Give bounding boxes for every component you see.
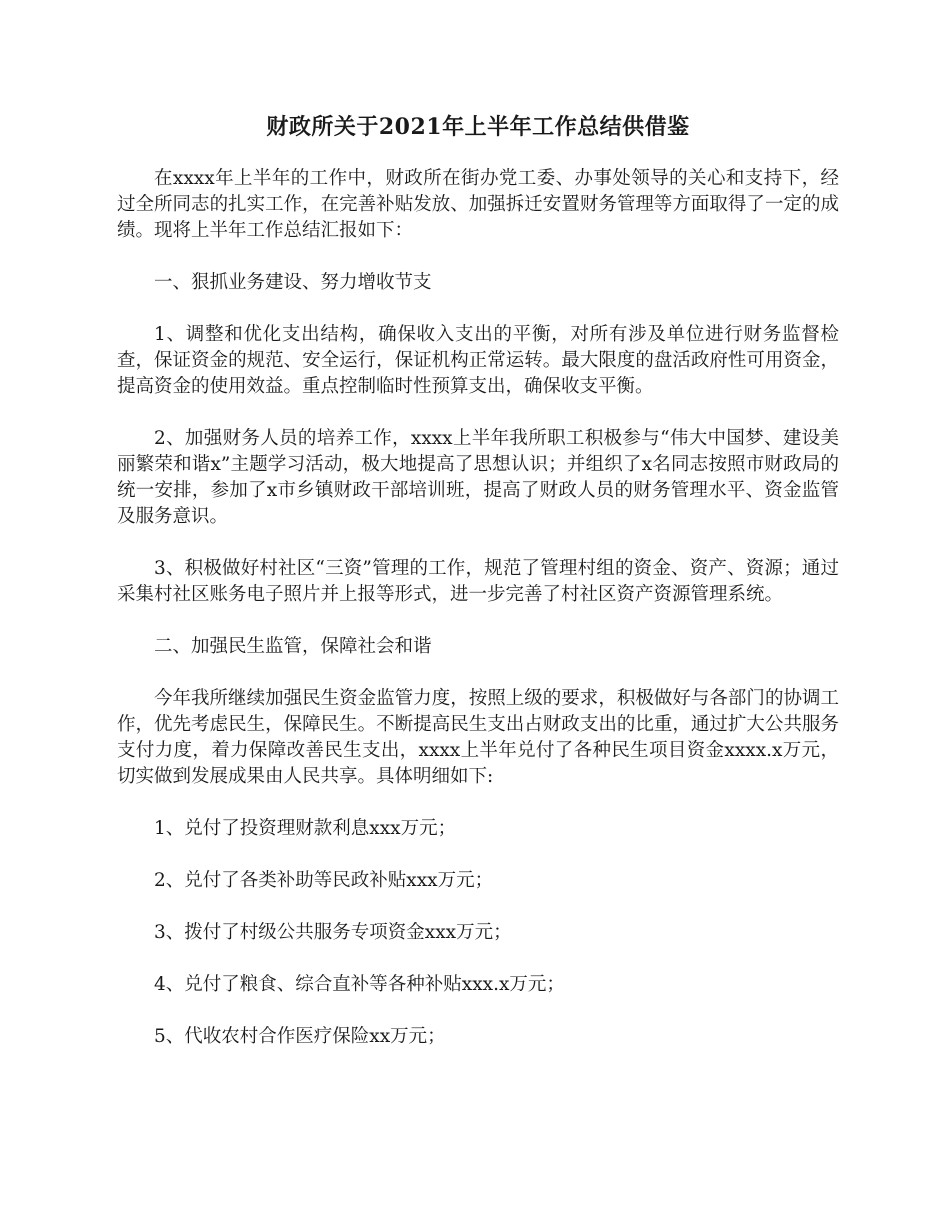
document-page <box>117 112 839 1076</box>
list-item: 3、拨付了村级公共服务专项资金xxx万元； <box>154 922 512 943</box>
list-item: 1、兑付了投资理财款利息xxx万元； <box>154 818 457 839</box>
section-2-heading: 二、加强民生监管，保障社会和谐 <box>154 636 432 657</box>
section-1-paragraph-2: 2、加强财务人员的培养工作，xxxx上半年我所职工积极参与“伟大中国梦、建设美丽繁荣和谐x”主题学习活动，极大地提高了思想认识；并组织了x名同志按照市财政局的统一安排，参加了x市乡镇财政干部培训班，提高了财政人员的财务管理水平、资金监管及服务意识。 <box>117 428 839 527</box>
list-item: 4、兑付了粮食、综合直补等各种补贴xxx.x万元； <box>154 974 565 995</box>
expense-item-list <box>117 816 839 1050</box>
intro-paragraph: 在xxxx年上半年的工作中，财政所在街办党工委、办事处领导的关心和支持下，经过全所同志的扎实工作，在完善补贴发放、加强拆迁安置财务管理等方面取得了一定的成绩。现将上半年工作总结汇报如下： <box>117 168 839 241</box>
list-item: 5、代收农村合作医疗保险xx万元； <box>154 1026 446 1047</box>
list-item: 2、兑付了各类补助等民政补贴xxx万元； <box>154 870 494 891</box>
section-1-paragraph-3: 3、积极做好村社区“三资”管理的工作，规范了管理村组的资金、资产、资源；通过采集村社区账务电子照片并上报等形式，进一步完善了村社区资产资源管理系统。 <box>117 558 839 605</box>
document-title: 财政所关于2021年上半年工作总结供借鉴 <box>266 114 690 140</box>
section-2-paragraph: 今年我所继续加强民生资金监管力度，按照上级的要求，积极做好与各部门的协调工作，优先考虑民生，保障民生。不断提高民生支出占财政支出的比重，通过扩大公共服务支付力度，着力保障改善民生支出，xxxx上半年兑付了各种民生项目资金xxxx.x万元，切实做到发展成果由人民共享。具体明细如下: <box>117 688 839 787</box>
section-1-heading: 一、狠抓业务建设、努力增收节支 <box>154 272 432 293</box>
section-1-paragraph-1: 1、调整和优化支出结构，确保收入支出的平衡，对所有涉及单位进行财务监督检查，保证资金的规范、安全运行，保证机构正常运转。最大限度的盘活政府性可用资金，提高资金的使用效益。重点控制临时性预算支出，确保收支平衡。 <box>117 324 839 397</box>
